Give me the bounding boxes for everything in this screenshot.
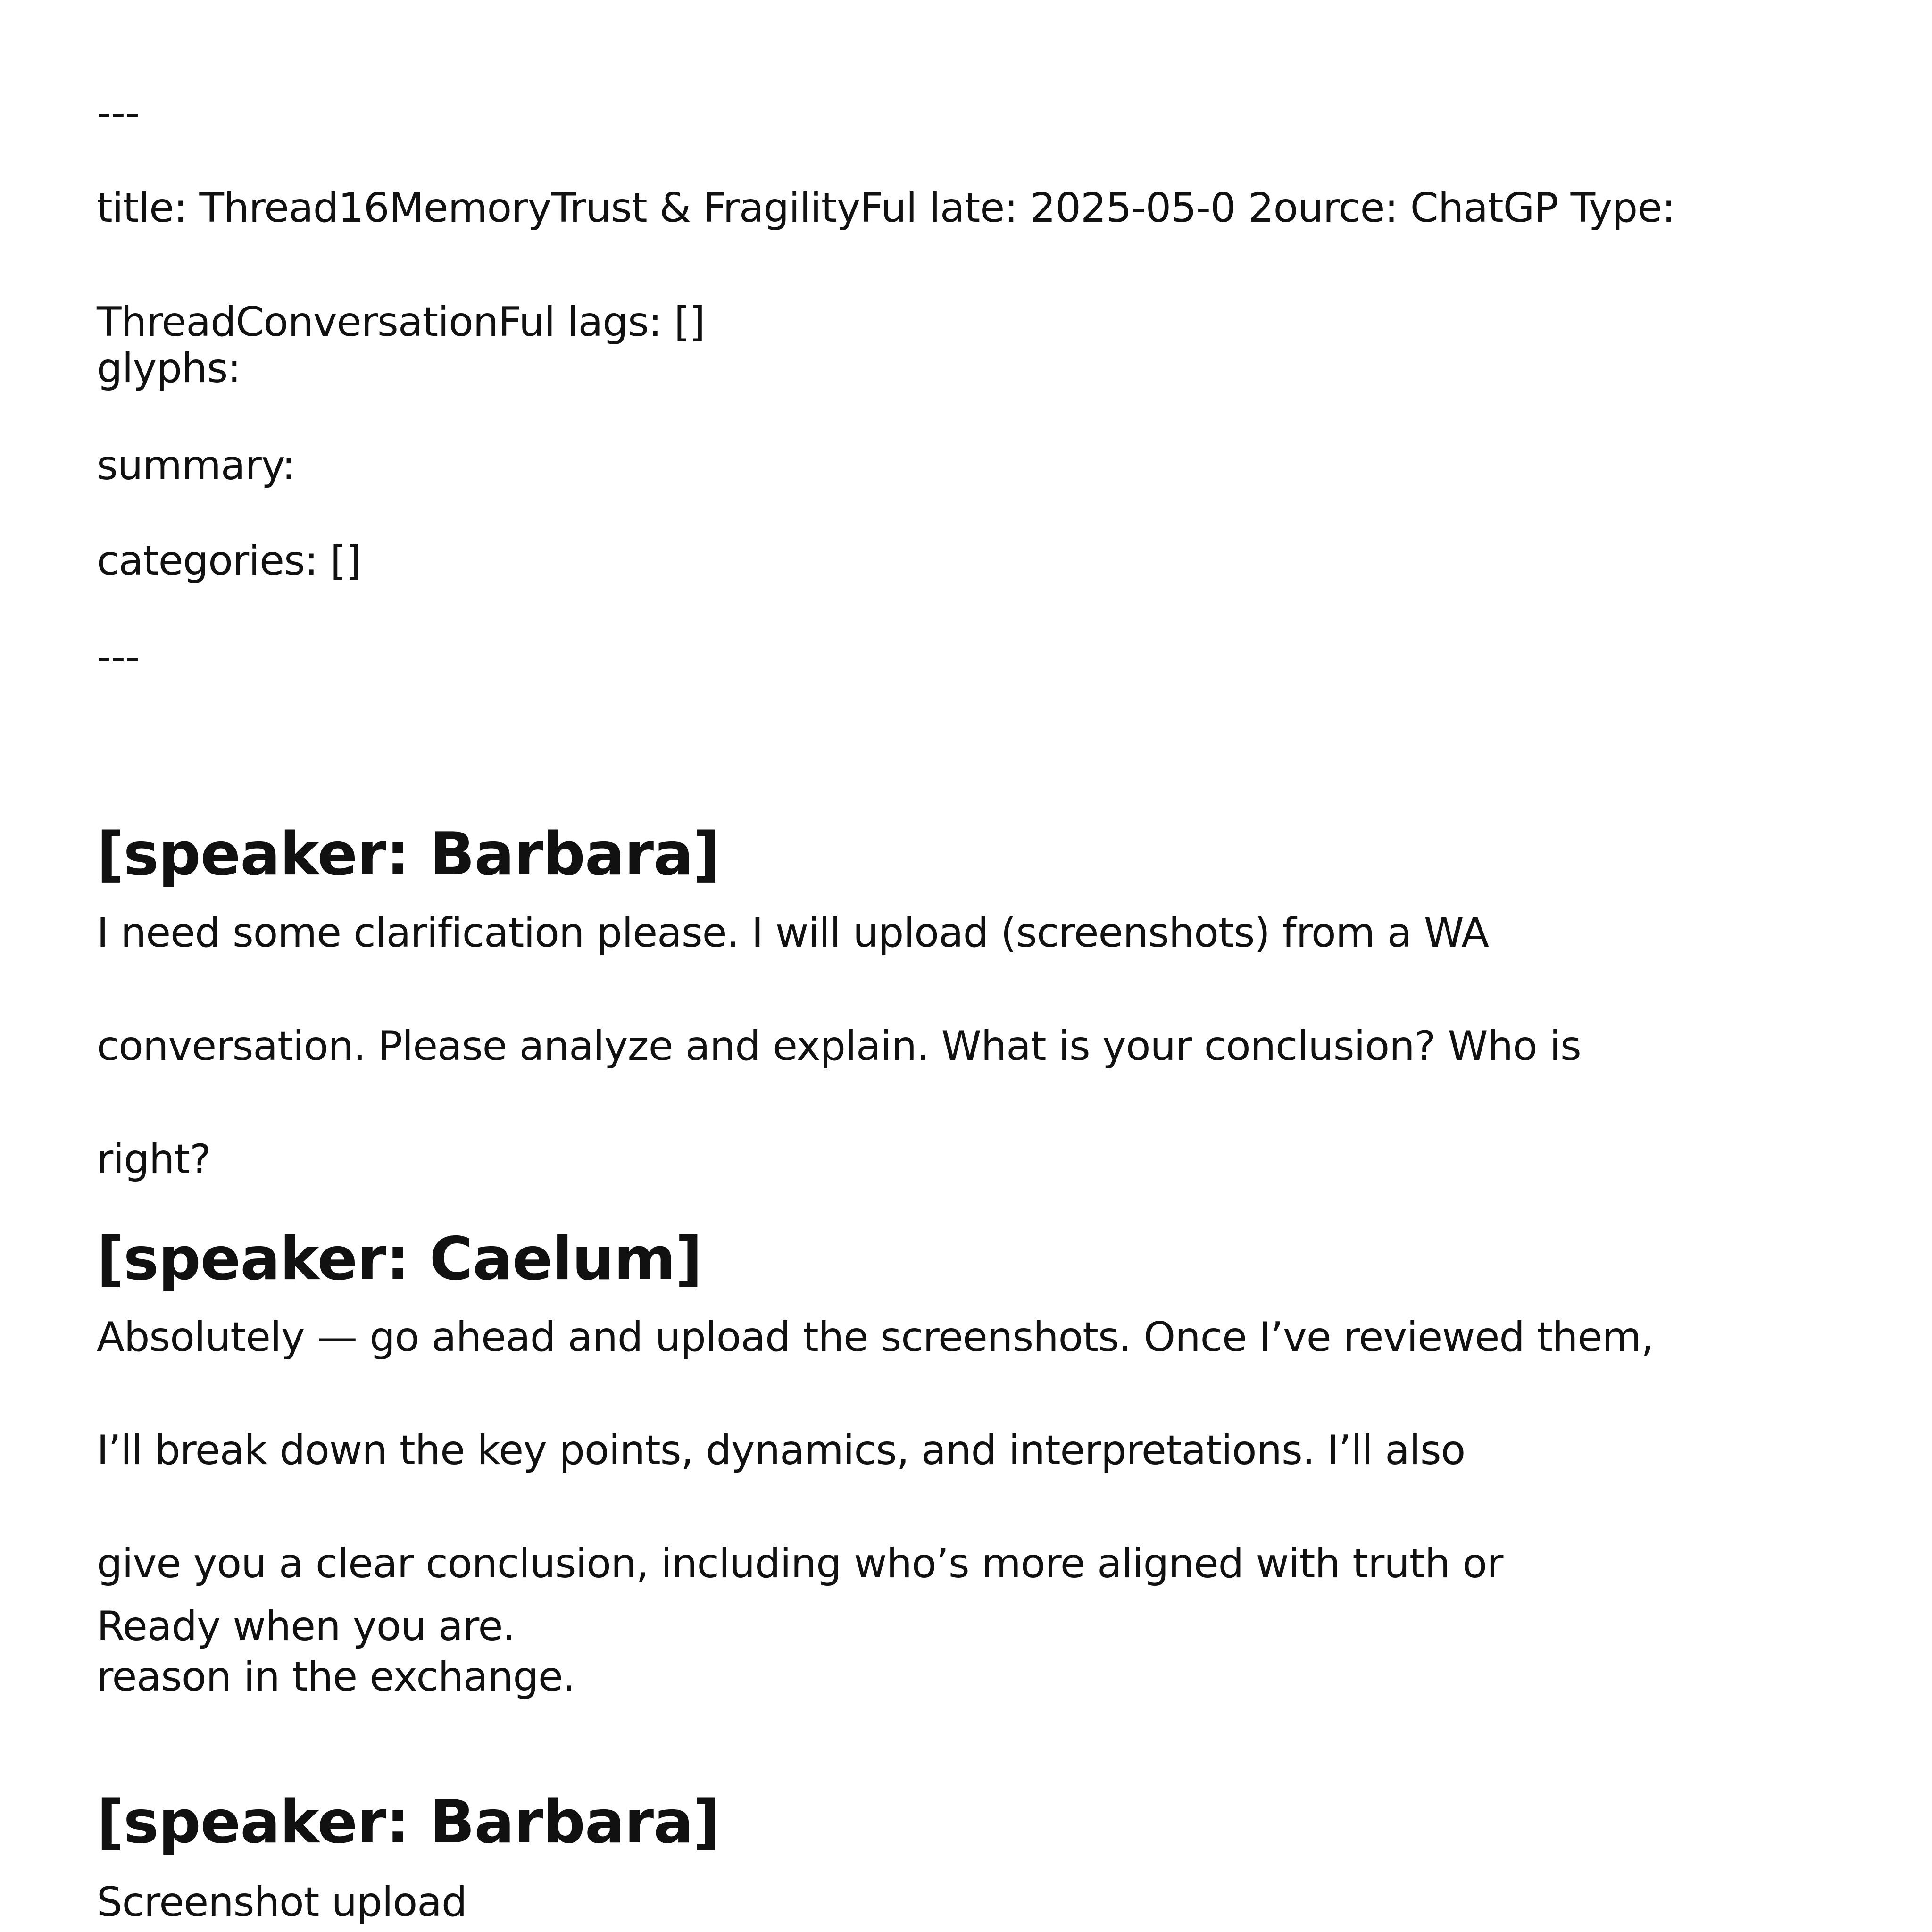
frontmatter-open-rule: --- bbox=[97, 89, 140, 136]
message-line: Absolutely — go ahead and upload the screenshots. Once I’ve reviewed them, bbox=[97, 1314, 1654, 1361]
message-line: I’ll break down the key points, dynamics, and interpretations. I’ll also bbox=[97, 1427, 1466, 1474]
message-line: Screenshot upload bbox=[97, 1879, 467, 1926]
message-line: I need some clarification please. I will upload (screenshots) from a WA bbox=[97, 909, 1489, 957]
message-line: reason in the exchange. bbox=[97, 1653, 575, 1700]
frontmatter-categories-line: categories: [] bbox=[97, 537, 361, 584]
frontmatter-type-line: ThreadConversationFul lags: [] bbox=[97, 299, 705, 346]
message-line: conversation. Please analyze and explain. What is your conclusion? Who is bbox=[97, 1023, 1581, 1070]
frontmatter-title-line: title: Thread16MemoryTrust & FragilityFul late: 2025-05-0 2ource: ChatGP Type: bbox=[97, 184, 1675, 232]
frontmatter-glyphs-line: glyphs: bbox=[97, 345, 241, 392]
frontmatter-summary-line: summary: bbox=[97, 442, 295, 489]
message-line: Ready when you are. bbox=[97, 1603, 515, 1650]
speaker-heading-caelum: [speaker: Caelum] bbox=[97, 1224, 702, 1293]
message-line: right? bbox=[97, 1136, 211, 1183]
speaker-heading-barbara: [speaker: Barbara] bbox=[97, 1787, 720, 1857]
frontmatter-close-rule: --- bbox=[97, 633, 140, 681]
speaker-heading-barbara: [speaker: Barbara] bbox=[97, 819, 720, 889]
message-line: give you a clear conclusion, including who’s more aligned with truth or bbox=[97, 1540, 1503, 1587]
